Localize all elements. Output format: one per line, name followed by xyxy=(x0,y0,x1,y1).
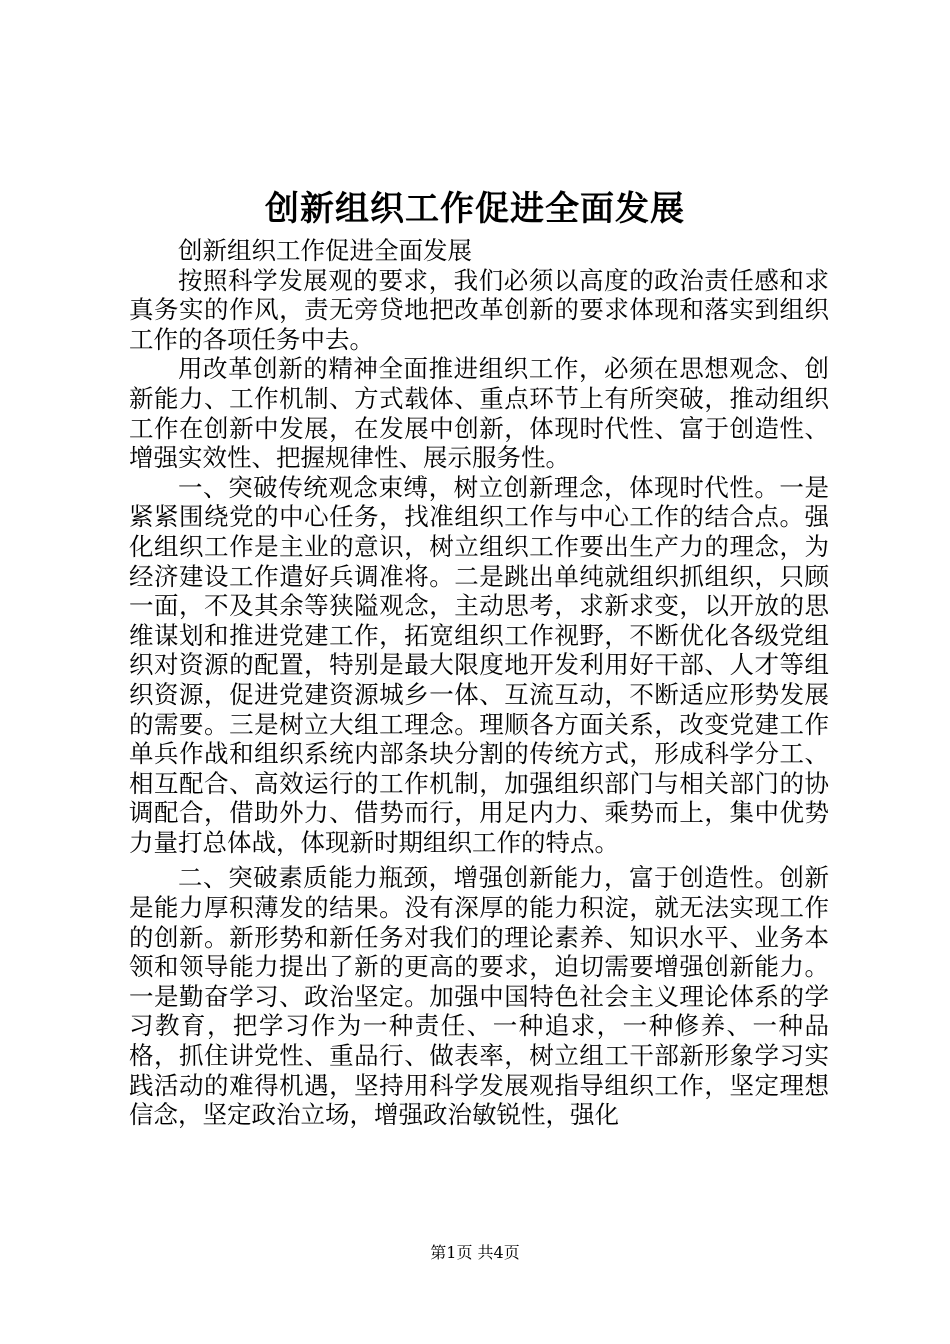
document-body xyxy=(129,236,829,1130)
paragraph-reform: 用改革创新的精神全面推进组织工作，必须在思想观念、创新能力、工作机制、方式载体、重点环节上有所突破，推动组织工作在创新中发展，在发展中创新，体现时代性、富于创造性、增强实效性、把握规律性、展示服务性。 xyxy=(129,354,829,473)
paragraph-section-one: 一、突破传统观念束缚，树立创新理念，体现时代性。一是紧紧围绕党的中心任务，找准组织工作与中心工作的结合点。强化组织工作是主业的意识，树立组织工作要出生产力的理念，为经济建设工作遣好兵调准将。二是跳出单纯就组织抓组织，只顾一面，不及其余等狭隘观念，主动思考，求新求变，以开放的思维谋划和推进党建工作，拓宽组织工作视野，不断优化各级党组织对资源的配置，特别是最大限度地开发利用好干部、人才等组织资源，促进党建资源城乡一体、互流互动，不断适应形势发展的需要。三是树立大组工理念。理顺各方面关系，改变党建工作单兵作战和组织系统内部条块分割的传统方式，形成科学分工、相互配合、高效运行的工作机制，加强组织部门与相关部门的协调配合，借助外力、借势而行，用足内力、乘势而上，集中优势力量打总体战，体现新时期组织工作的特点。 xyxy=(129,472,829,857)
paragraph-section-two: 二、突破素质能力瓶颈，增强创新能力，富于创造性。创新是能力厚积薄发的结果。没有深厚的能力积淀，就无法实现工作的创新。新形势和新任务对我们的理论素养、知识水平、业务本领和领导能力提出了新的更高的要求，迫切需要增强创新能力。一是勤奋学习、政治坚定。加强中国特色社会主义理论体系的学习教育，把学习作为一种责任、一种追求，一种修养、一种品格，抓住讲党性、重品行、做表率，树立组工干部新形象学习实践活动的难得机遇，坚持用科学发展观指导组织工作，坚定理想信念，坚定政治立场，增强政治敏锐性，强化 xyxy=(129,863,829,1130)
paragraph-intro: 按照科学发展观的要求，我们必须以高度的政治责任感和求真务实的作风，责无旁贷地把改革创新的要求体现和落实到组织工作的各项任务中去。 xyxy=(129,265,829,354)
paragraph-subtitle: 创新组织工作促进全面发展 xyxy=(178,236,472,265)
document-title: 创新组织工作促进全面发展 xyxy=(265,189,685,229)
page-footer: 第1页 共4页 xyxy=(430,1243,520,1262)
